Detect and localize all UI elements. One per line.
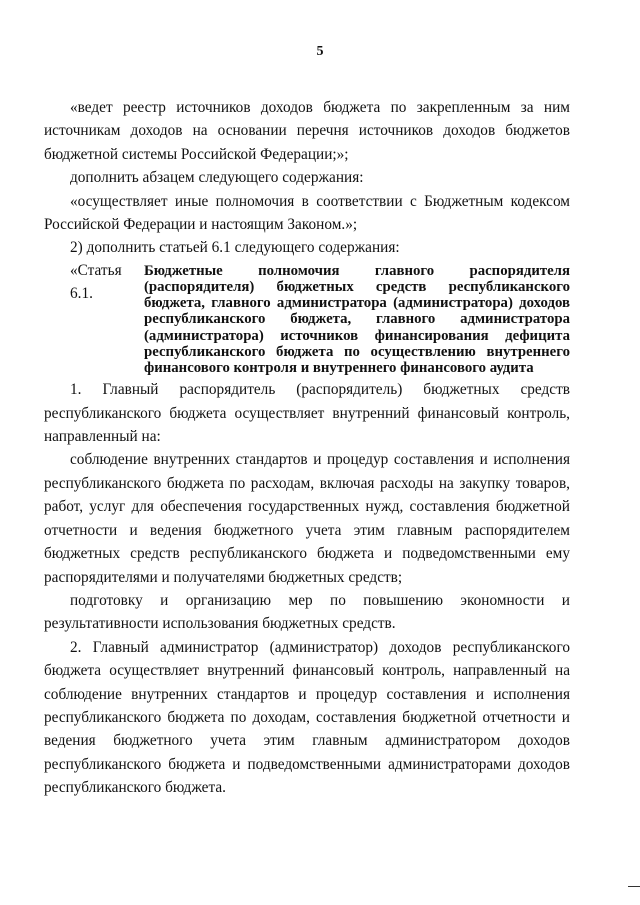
paragraph-point-1: 1. Главный распорядитель (распорядитель) бюджетных средств республиканского бюджета осуществляет внутренний финансовый контроль, направленный на: <box>44 381 570 446</box>
paragraph-registry: «ведет реестр источников доходов бюджета по закрепленным за ним источникам доходов на основании перечня источников доходов бюджетов бюджетной системы Российской Федерации;»; <box>44 99 570 163</box>
page-number: 5 <box>316 44 324 59</box>
article-number: «Статья 6.1. <box>70 261 122 303</box>
paragraph-point-2: 2. Главный администратор (администратор) доходов республиканского бюджета осуществляет внутренний финансовый контроль, направленный на соблюдение внутренних стандартов и процедур составления и исполнения республиканского бюджета по доходам, составления бюджетной отчетности и ведения бюджетного учета этим главным администратором доходов республиканского бюджета и подведомственными администраторами доходов республиканского бюджета. <box>44 638 570 797</box>
paragraph-add-clause: дополнить абзацем следующего содержания: <box>70 169 364 187</box>
paragraph-add-article: 2) дополнить статьей 6.1 следующего содержания: <box>70 239 400 257</box>
article-title: Бюджетные полномочия главного распорядителя (распорядителя) бюджетных средств республиканского бюджета, главного администратора (администратора) доходов республиканского бюджета, главного администратора (администратора) источников финансирования дефицита республиканского бюджета по осуществлению внутреннего финансового контроля и внутреннего финансового аудита <box>144 262 570 377</box>
article-heading <box>44 260 570 378</box>
document-body <box>44 96 570 800</box>
paragraph-other-powers: «осуществляет иные полномочия в соответствии с Бюджетным кодексом Российской Федерации и настоящим Законом.»; <box>44 192 570 234</box>
paragraph-efficiency-measures: подготовку и организацию мер по повышению экономности и результативности использования бюджетных средств. <box>44 591 570 633</box>
paragraph-standards-compliance: соблюдение внутренних стандартов и процедур составления и исполнения республиканского бюджета по расходам, включая расходы на закупку товаров, работ, услуг для обеспечения государственных нужд, составления бюджетной отчетности и ведения бюджетного учета этим главным распорядителем бюджетных средств республиканского бюджета и подведомственными ему распорядителями и получателями бюджетных средств; <box>44 451 570 586</box>
page-edge-mark <box>628 886 640 887</box>
